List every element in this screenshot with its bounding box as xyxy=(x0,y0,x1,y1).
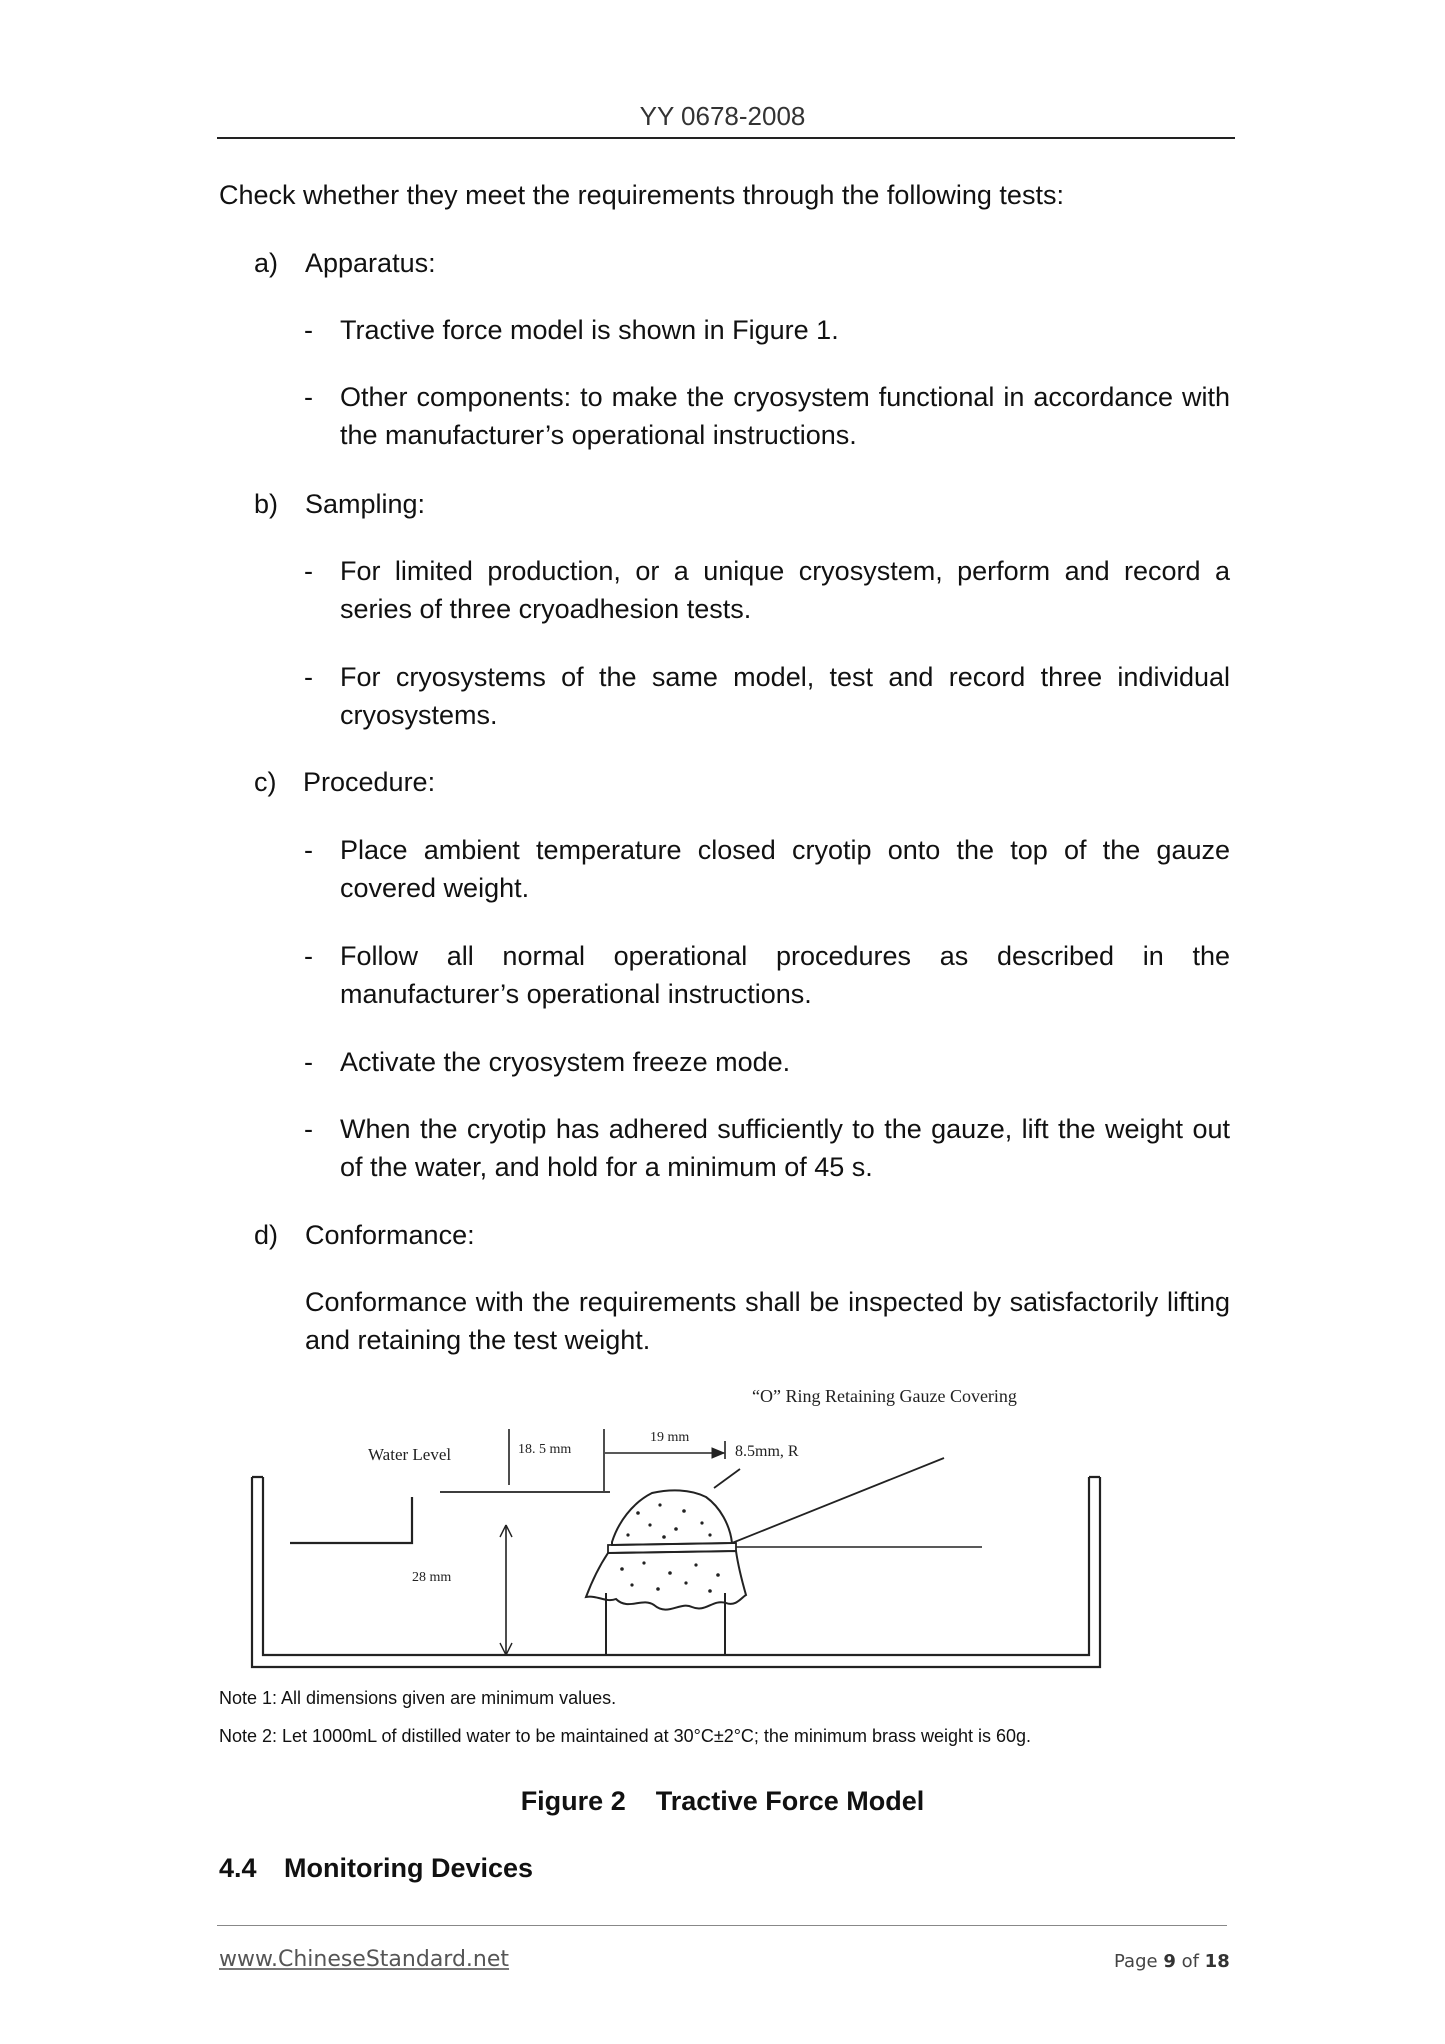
section-heading: Monitoring Devices xyxy=(284,1853,534,1883)
bullet-dash: - xyxy=(304,1047,313,1077)
footer-site-link[interactable]: www.ChineseStandard.net xyxy=(219,1947,510,1972)
figure-caption: Figure 2 Tractive Force Model xyxy=(520,1786,925,1816)
of-word: of xyxy=(1181,1951,1199,1972)
section-c-title: Procedure: xyxy=(303,767,436,797)
intro-paragraph: Check whether they meet the requirements through the following tests: xyxy=(219,180,1064,210)
section-a-title: Apparatus: xyxy=(305,248,436,278)
tractive-force-figure xyxy=(240,1385,1120,1685)
section-a-marker: a) xyxy=(254,248,279,278)
dim-28-label: 28 mm xyxy=(412,1570,452,1585)
section-c-marker: c) xyxy=(254,767,277,797)
list-item: Place ambient temperature closed cryotip onto the top of the gauze covered weight. xyxy=(340,835,1230,903)
dim-18-5-label: 18. 5 mm xyxy=(518,1442,572,1457)
list-item: For limited production, or a unique cryosystem, perform and record a series of three cryoadhesion tests. xyxy=(340,556,1230,624)
list-item: Tractive force model is shown in Figure 1. xyxy=(340,315,839,345)
dim-8-5-label: 8.5mm, R xyxy=(735,1443,799,1460)
dim-19-label: 19 mm xyxy=(650,1430,690,1445)
bullet-dash: - xyxy=(304,315,313,345)
current-page: 9 xyxy=(1163,1951,1176,1972)
footer-rule xyxy=(217,1925,1227,1926)
list-item: Follow all normal operational procedures as described in the manufacturer’s operational instructions. xyxy=(340,941,1230,1009)
list-item: When the cryotip has adhered sufficiently to the gauze, lift the weight out of the water, and hold for a minimum of 45 s. xyxy=(340,1114,1230,1182)
bullet-dash: - xyxy=(304,556,313,586)
bullet-dash: - xyxy=(304,941,313,971)
figure-note-2: Note 2: Let 1000mL of distilled water to be maintained at 30°C±2°C; the minimum brass weight is 60g. xyxy=(219,1726,1032,1746)
container-inner xyxy=(263,1477,1089,1655)
section-b-marker: b) xyxy=(254,489,279,519)
water-level-step xyxy=(290,1497,412,1543)
water-level-label: Water Level xyxy=(368,1445,452,1464)
total-pages: 18 xyxy=(1204,1951,1230,1972)
o-ring-label: “O” Ring Retaining Gauze Covering xyxy=(752,1386,1017,1406)
footer-page-number xyxy=(1114,1951,1230,1972)
section-number: 4.4 xyxy=(219,1853,257,1883)
bullet-dash: - xyxy=(304,662,313,692)
document-header-title: YY 0678-2008 xyxy=(639,101,806,131)
figure-note-1: Note 1: All dimensions given are minimum values. xyxy=(219,1688,617,1708)
section-d-marker: d) xyxy=(254,1220,279,1250)
bullet-dash: - xyxy=(304,835,313,865)
container-outer xyxy=(252,1477,1100,1667)
conformance-paragraph: Conformance with the requirements shall be inspected by satisfactorily lifting and retaining the test weight. xyxy=(305,1287,1230,1355)
bullet-dash: - xyxy=(304,382,313,412)
list-item: Other components: to make the cryosystem functional in accordance with the manufacturer’s operational instructions. xyxy=(340,382,1230,450)
page-word: Page xyxy=(1114,1951,1158,1972)
list-item: For cryosystems of the same model, test and record three individual cryosystems. xyxy=(340,662,1230,730)
section-b-title: Sampling: xyxy=(305,489,426,519)
list-item: Activate the cryosystem freeze mode. xyxy=(340,1047,791,1077)
bullet-dash: - xyxy=(304,1114,313,1144)
section-d-title: Conformance: xyxy=(305,1220,475,1250)
header-rule xyxy=(217,137,1235,139)
